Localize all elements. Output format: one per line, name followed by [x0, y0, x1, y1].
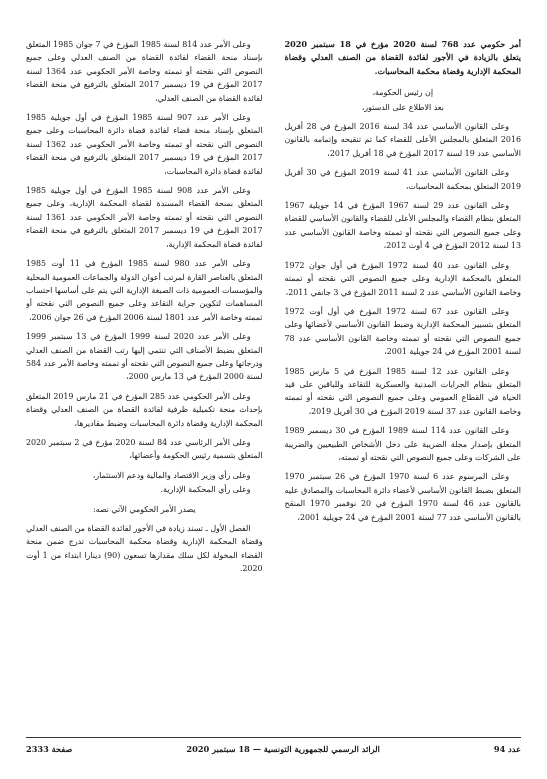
opinion-paragraph: وعلى رأي وزير الاقتصاد والمالية ودعم الاستثمار، [92, 470, 251, 480]
issue-number: عدد 94 [493, 744, 521, 754]
visa-paragraph: وعلى المرسوم عدد 6 لسنة 1970 المؤرخ في 26 سبتمبر 1970 المتعلق بضبط القانون الأساسي لأعضاء دائرة المحاسبات والمصادق عليه بالقانون عدد 46 لسنة 1970 المؤرخ في 20 نوفمبر 1970 المنقح بالقانون الأساسي عدد 77 لسنة 2001 المؤرخ في 24 جويلية 2001، [284, 472, 521, 522]
publication-line: الرائد الرسمي للجمهورية التونسية — 18 سبتمبر 2020 [186, 744, 380, 754]
visa-paragraph: وعلى الأمر عدد 2020 لسنة 1999 المؤرخ في 13 سبتمبر 1999 المتعلق بضبط الأصناف التي تنتمي إليها رتب القضاة من الصنف العدلي ودرجاتها وعلى جميع النصوص التي نقحته أو تممته وخاصة الأمر عدد 584 لسنة 2000 المؤرخ في 13 مارس 2000، [26, 332, 263, 382]
opinion-paragraph: وعلى رأي المحكمة الإدارية. [160, 485, 251, 495]
visa-paragraph: وعلى القانون عدد 12 لسنة 1985 المؤرخ في 5 مارس 1985 المتعلق بنظام الجرايات المدنية والعسكرية للتقاعد وللباقين على قيد الحياة في القطاع العمومي وعلى جميع النصوص التي نقحته أو تممته وخاصة القانون عدد 37 لسنة 2019 المؤرخ في 30 أفريل 2019، [284, 366, 521, 416]
preamble-head: إن رئيس الحكومة، [372, 88, 434, 98]
article-one: الفصل الأول ـ تسند زيادة في الأجور لفائدة القضاة من الصنف العدلي وقضاة المحكمة الإدارية وقضاة محكمة المحاسبات تدرج ضمن منحة القضاء المخولة لكل سلك مقدارها تسعون (90) دينارا ابتداء من 1 أوت 2020. [26, 524, 263, 574]
text-columns [26, 38, 521, 728]
visa-paragraph: وعلى القانون الأساسي عدد 34 لسنة 2016 المؤرخ في 28 أفريل 2016 المتعلق بالمجلس الأعلى للقضاء كما تم تنقيحه وإتمامه بالقانون الأساسي عدد 19 لسنة 2017 المؤرخ في 18 أفريل 2017، [284, 122, 521, 158]
visa-paragraph: وعلى الأمر عدد 814 لسنة 1985 المؤرخ في 7 جوان 1985 المتعلق بإسناد منحة القضاء لفائدة القضاة من الصنف العدلي وعلى جميع النصوص التي نقحته أو تممته وخاصة الأمر الحكومي عدد 1364 لسنة 2017 المؤرخ في 19 ديسمبر 2017 المتعلق بالترفيع في منحة القضاء لفائدة القضاة من الصنف العدلي، [26, 40, 263, 103]
visa-paragraph: وعلى القانون عدد 29 لسنة 1967 المؤرخ في 14 جويلية 1967 المتعلق بنظام القضاء والمجلس الأعلى للقضاء والقانون الأساسي للقضاة وعلى جميع النصوص التي نقحته أو تممته وخاصة القانون الأساسي عدد 13 لسنة 2012 المؤرخ في 4 أوت 2012، [284, 201, 521, 251]
visa-paragraph: وعلى القانون عدد 114 لسنة 1989 المؤرخ في 30 ديسمبر 1989 المتعلق بإصدار مجلة الضريبة على دخل الأشخاص الطبيعيين والضريبة على الشركات وعلى جميع النصوص التي نقحته أو تممته، [284, 426, 521, 462]
left-column [26, 38, 263, 728]
page-footer [26, 737, 521, 754]
visa-paragraph: وعلى الأمر عدد 907 لسنة 1985 المؤرخ في أول جويلية 1985 المتعلق بإسناد منحة قضاء لفائدة قضاة دائرة المحاسبات وعلى جميع النصوص التي نقحته أو تممته وخاصة الأمر الحكومي عدد 1362 لسنة 2017 المؤرخ في 19 ديسمبر 2017 المتعلق بالترفيع في منحة القضاء لفائدة قضاة دائرة المحاسبات، [26, 113, 263, 176]
visa-paragraph: وعلى القانون الأساسي عدد 41 لسنة 2019 المؤرخ في 30 أفريل 2019 المتعلق بمحكمة المحاسبات، [284, 168, 521, 191]
enactment-formula: يصدر الأمر الحكومي الآتي نصه: [92, 504, 196, 514]
visa-paragraph: وعلى الأمر عدد 980 لسنة 1985 المؤرخ في 11 أوت 1985 المتعلق بالعناصر القارة لمرتب أعوان الدولة والجماعات العمومية المحلية والمؤسسات العمومية ذات الصبغة الإدارية التي يتم على أساسها احتساب المساهمات لتكوين جراية التقاعد وعلى جميع النصوص التي نقحته أو تممته وخاصة الأمر عدد 1801 لسنة 2006 المؤرخ في 26 جوان 2006، [26, 259, 263, 322]
visa-paragraph: وعلى القانون عدد 67 لسنة 1972 المؤرخ في أول أوت 1972 المتعلق بتسيير المحكمة الإدارية وضبط القانون الأساسي لأعضائها وعلى جميع النصوص التي نقحته أو تممته وخاصة القانون الأساسي عدد 78 لسنة 2001 المؤرخ في 24 جويلية 2001، [284, 306, 521, 357]
preamble-constitution: بعد الاطلاع على الدستور، [361, 102, 444, 112]
page-number: صفحة 2333 [26, 744, 73, 754]
right-column [285, 38, 522, 728]
visa-paragraph: وعلى القانون عدد 40 لسنة 1972 المؤرخ في أول جوان 1972 المتعلق بالمحكمة الإدارية وعلى جميع النصوص التي نقحته أو تممته وخاصة القانون الأساسي عدد 2 لسنة 2011 المؤرخ في 3 جانفي 2011، [284, 260, 521, 297]
decree-title: أمر حكومي عدد 768 لسنة 2020 مؤرخ في 18 سبتمبر 2020 يتعلق بالزيادة في الأجور لفائدة القضاة من الصنف العدلي وقضاة المحكمة الإدارية وقضاة محكمة المحاسبات. [284, 39, 521, 76]
visa-paragraph: وعلى الأمر عدد 908 لسنة 1985 المؤرخ في أول جويلية 1985 المتعلق بمنحة القضاء المسندة لقضاة المحكمة الإدارية، وعلى جميع النصوص التي نقحته أو تممته وخاصة الأمر الحكومي عدد 1361 لسنة 2017 المؤرخ في 19 ديسمبر 2017 المتعلق بالترفيع في منحة القضاء لفائدة قضاة المحكمة الإدارية، [26, 186, 263, 249]
visa-paragraph: وعلى الأمر الرئاسي عدد 84 لسنة 2020 مؤرخ في 2 سبتمبر 2020 المتعلق بتسمية رئيس الحكومة وأعضائها، [26, 437, 263, 461]
visa-paragraph: وعلى الأمر الحكومي عدد 285 المؤرخ في 21 مارس 2019 المتعلق بإحداث منحة تكميلية ظرفية لفائدة القضاة من الصنف العدلي وقضاة المحكمة الإدارية وقضاة دائرة المحاسبات وضبط مقاديرها، [26, 391, 263, 428]
